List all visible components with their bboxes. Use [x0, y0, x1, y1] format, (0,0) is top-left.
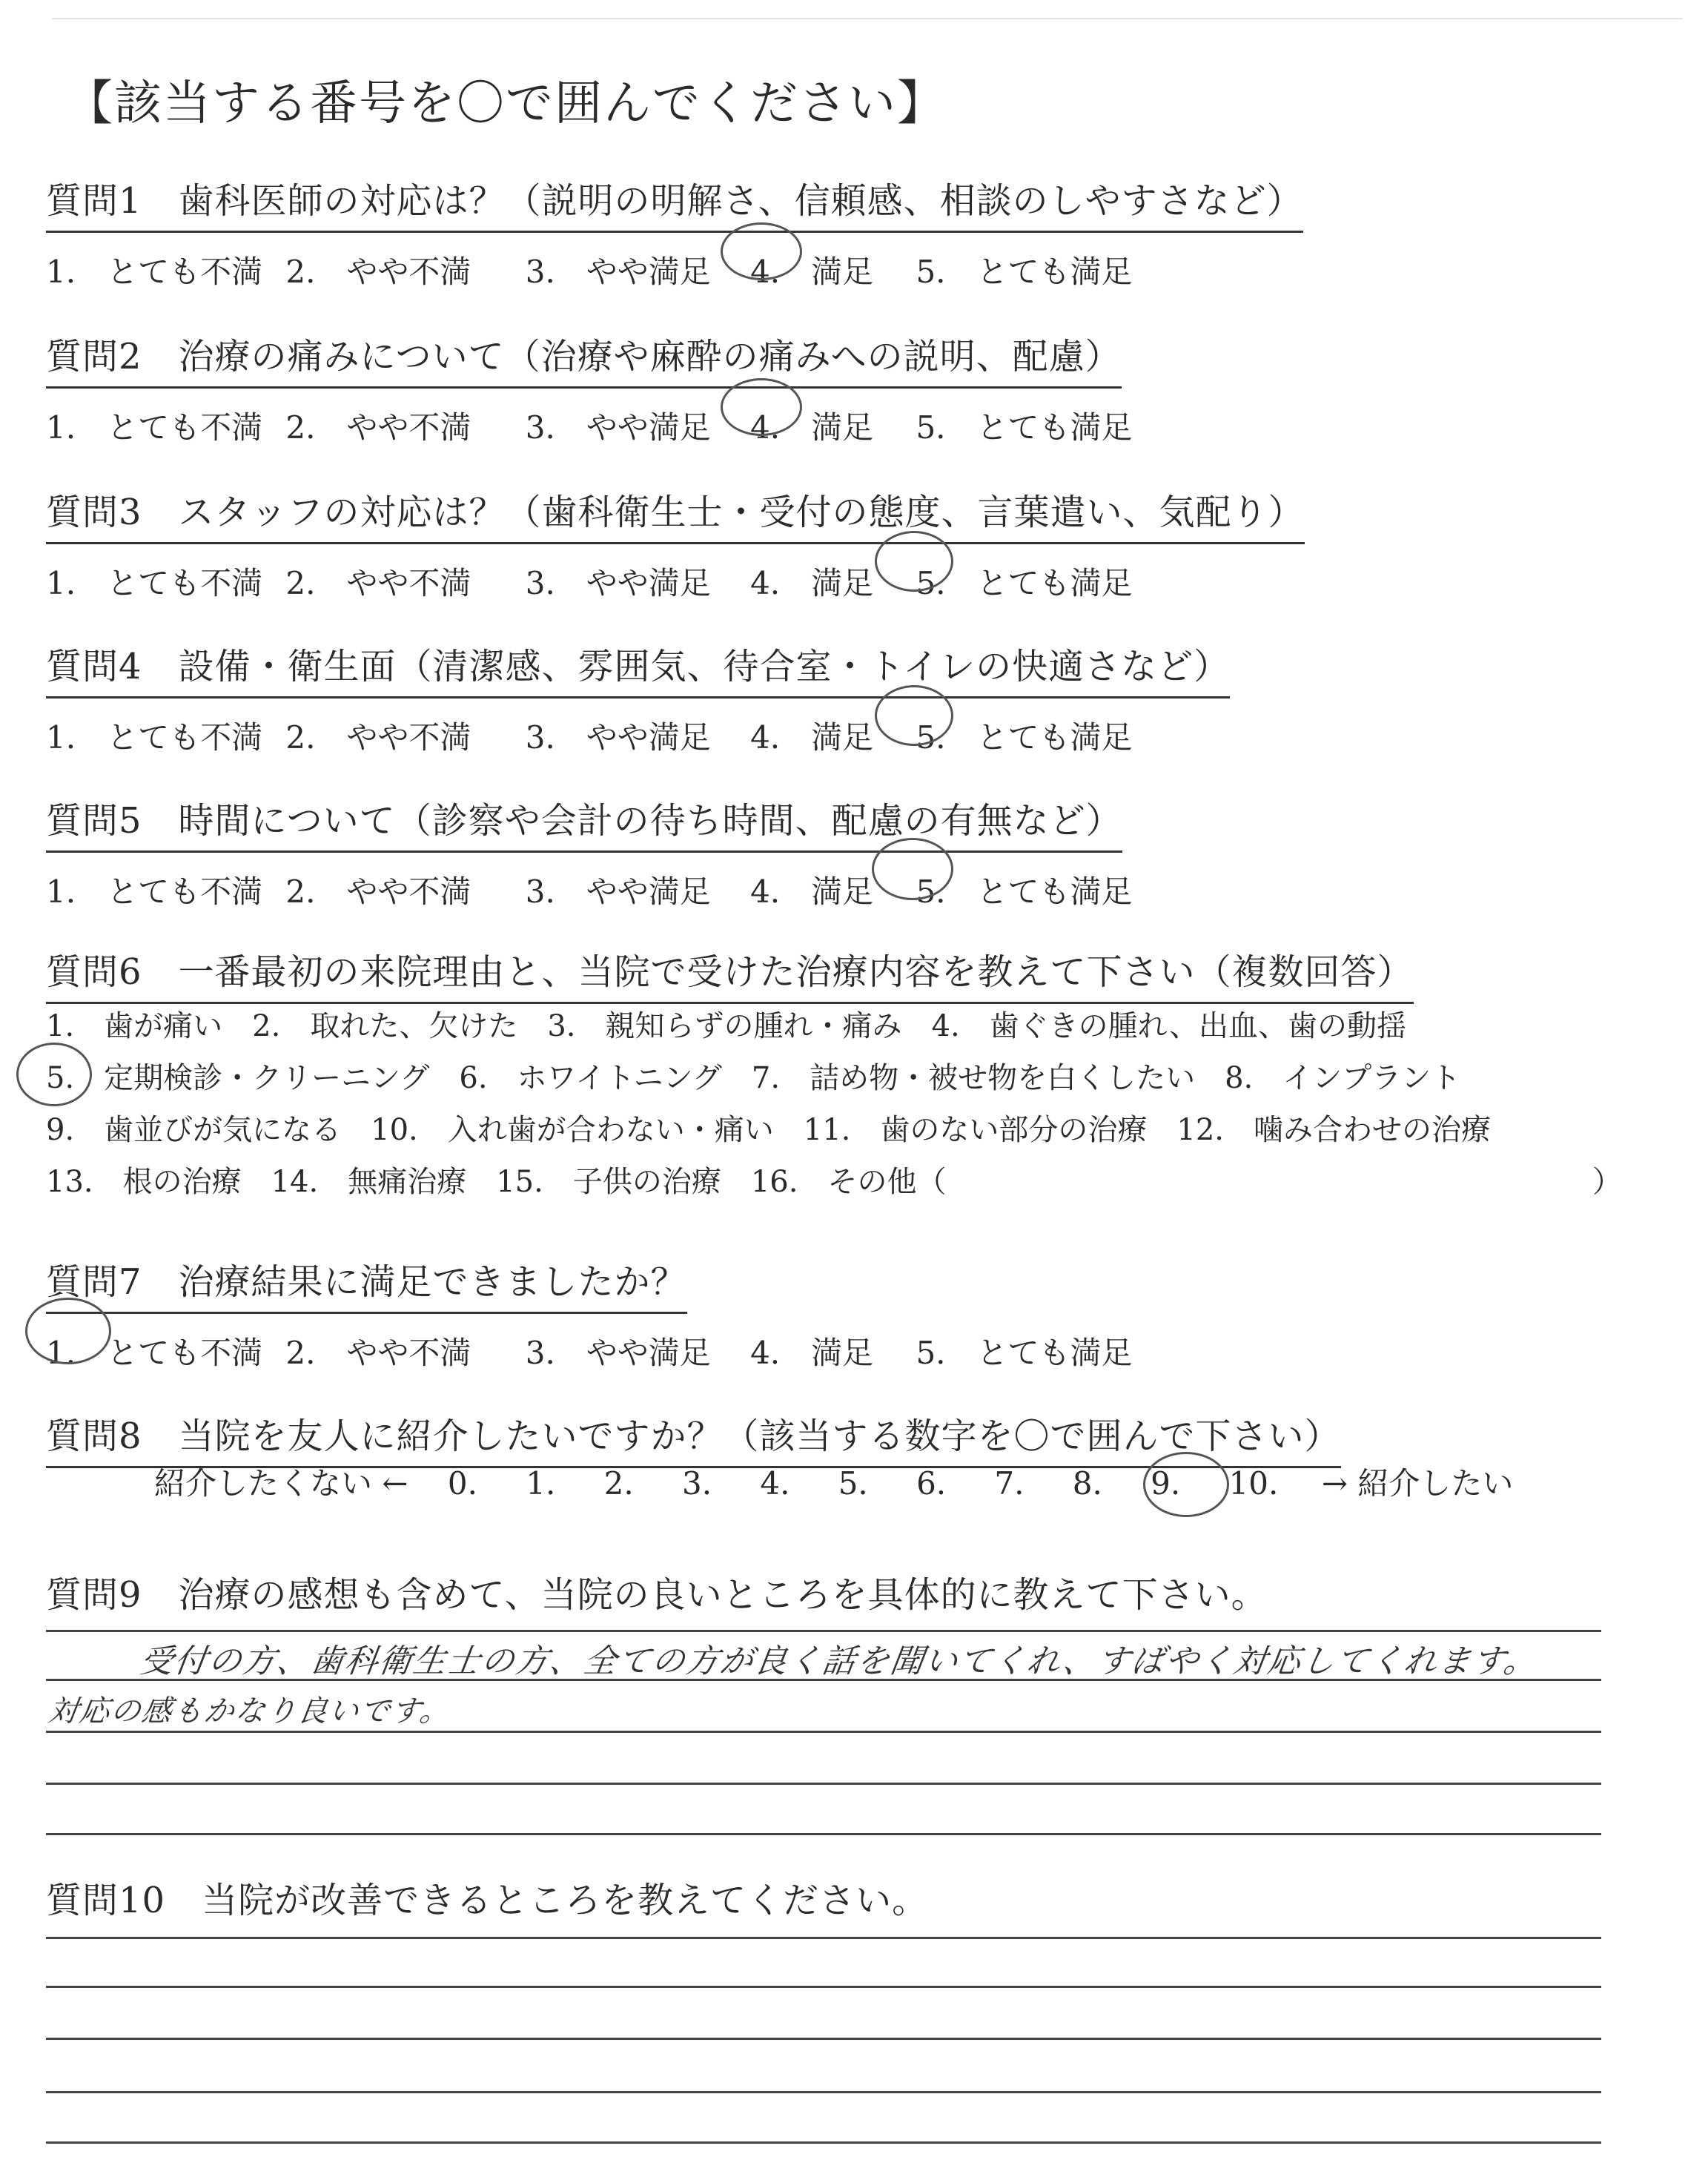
- answer-circle-q6-5: [16, 1043, 92, 1106]
- question-8-scale: [154, 1459, 1513, 1504]
- answer-circle-q3: [875, 531, 953, 592]
- question-2: [46, 328, 1133, 448]
- option-3[interactable]: 3. やや満足: [525, 254, 711, 290]
- question-3-title: 質問3 スタッフの対応は？（歯科衛生士・受付の態度、言葉遣い、気配り）: [46, 483, 1305, 544]
- option-4[interactable]: 4. 満足: [750, 254, 874, 290]
- option-4[interactable]: 4. 満足: [750, 409, 874, 446]
- question-8-title: 質問8 当院を友人に紹介したいですか？（該当する数字を〇で囲んで下さい）: [46, 1407, 1341, 1468]
- question-4-title: 質問4 設備・衛生面（清潔感、雰囲気、待合室・トイレの快適さなど）: [46, 638, 1230, 698]
- answer-line: [46, 1731, 1601, 1733]
- question-7-title: 質問7 治療結果に満足できましたか？: [46, 1253, 687, 1314]
- answer-line: [46, 1937, 1601, 1939]
- option-2[interactable]: 2. やや不満: [285, 565, 471, 601]
- question-6-row-2[interactable]: 5. 定期検診・クリーニング 6. ホワイトニング 7. 詰め物・被せ物を白くしたい 8. インプラント: [46, 1061, 1461, 1095]
- question-9: [46, 1566, 1268, 1617]
- option-3[interactable]: 3. やや満足: [525, 719, 711, 756]
- handwritten-answer-line-2: 対応の感もかなり良いです。: [46, 1694, 454, 1728]
- answer-circle-q1: [721, 222, 802, 280]
- option-5[interactable]: 5. とても満足: [916, 873, 1133, 910]
- answer-line: [46, 1833, 1601, 1835]
- scale-number-10[interactable]: 10.: [1228, 1465, 1279, 1502]
- question-2-options: [46, 403, 1133, 448]
- answer-line: [46, 1986, 1601, 1988]
- answer-circle-q7: [25, 1298, 111, 1364]
- answer-line: [46, 2141, 1601, 2144]
- answer-line: [46, 2038, 1601, 2040]
- answer-line: [46, 1630, 1601, 1632]
- handwritten-answer-line-1: 受付の方、歯科衛生士の方、全ての方が良く話を聞いてくれ、すばやく対応してくれます。: [137, 1642, 1541, 1680]
- option-5[interactable]: 5. とても満足: [916, 719, 1133, 756]
- option-5[interactable]: 5. とても満足: [916, 254, 1133, 290]
- question-3: [46, 483, 1305, 604]
- option-1[interactable]: 1. とても不満: [46, 719, 263, 756]
- question-9-title: 質問9 治療の感想も含めて、当院の良いところを具体的に教えて下さい。: [46, 1574, 1268, 1616]
- question-5-options: [46, 868, 1133, 912]
- option-1[interactable]: 1. とても不満: [46, 1335, 263, 1371]
- option-3[interactable]: 3. やや満足: [525, 873, 711, 910]
- question-6-row-4[interactable]: 13. 根の治療 14. 無痛治療 15. 子供の治療 16. その他（: [46, 1165, 947, 1199]
- option-5[interactable]: 5. とても満足: [916, 565, 1133, 601]
- question-1-title: 質問1 歯科医師の対応は？（説明の明解さ、信頼感、相談のしやすさなど）: [46, 172, 1303, 233]
- scale-number-7[interactable]: 7.: [994, 1465, 1025, 1502]
- option-3[interactable]: 3. やや満足: [525, 1335, 711, 1371]
- scale-number-2[interactable]: 2.: [603, 1465, 634, 1502]
- option-2[interactable]: 2. やや不満: [285, 719, 471, 756]
- option-4[interactable]: 4. 満足: [750, 1335, 874, 1371]
- question-7: [46, 1253, 1133, 1373]
- scale-number-8[interactable]: 8.: [1072, 1465, 1102, 1502]
- answer-circle-q8: [1143, 1452, 1229, 1517]
- option-4[interactable]: 4. 満足: [750, 719, 874, 756]
- question-10-title: 質問10 当院が改善できるところを教えてください。: [46, 1880, 929, 1921]
- answer-line: [46, 2091, 1601, 2093]
- question-1-options: [46, 248, 1303, 292]
- page-instruction: 【該当する番号を〇で囲んでください】: [65, 76, 946, 131]
- option-1[interactable]: 1. とても不満: [46, 873, 263, 910]
- option-5[interactable]: 5. とても満足: [916, 1335, 1133, 1371]
- answer-line: [46, 1783, 1601, 1785]
- option-4[interactable]: 4. 満足: [750, 565, 874, 601]
- option-4[interactable]: 4. 満足: [750, 873, 874, 910]
- question-5-title: 質問5 時間について（診察や会計の待ち時間、配慮の有無など）: [46, 792, 1122, 853]
- answer-circle-q4: [875, 685, 953, 746]
- option-2[interactable]: 2. やや不満: [285, 873, 471, 910]
- scale-number-9[interactable]: 9.: [1151, 1465, 1181, 1502]
- scale-number-1[interactable]: 1.: [526, 1465, 556, 1502]
- question-6-row-1[interactable]: 1. 歯が痛い 2. 取れた、欠けた 3. 親知らずの腫れ・痛み 4. 歯ぐきの腫れ、出血、歯の動揺: [46, 1009, 1407, 1043]
- question-10: [46, 1872, 928, 1923]
- scale-number-3[interactable]: 3.: [681, 1465, 712, 1502]
- scan-edge-line: [52, 18, 1683, 19]
- question-4-options: [46, 713, 1230, 758]
- question-1: [46, 172, 1303, 292]
- question-2-title: 質問2 治療の痛みについて（治療や麻酔の痛みへの説明、配慮）: [46, 328, 1122, 389]
- question-7-options: [46, 1329, 1133, 1373]
- question-6-title: 質問6 一番最初の来院理由と、当院で受けた治療内容を教えて下さい（複数回答）: [46, 943, 1414, 1004]
- scale-right-label: → 紹介したい: [1321, 1465, 1514, 1502]
- question-5: [46, 792, 1133, 912]
- answer-circle-q2: [721, 378, 802, 436]
- scale-number-5[interactable]: 5.: [838, 1465, 868, 1502]
- option-3[interactable]: 3. やや満足: [525, 565, 711, 601]
- scale-left-label: 紹介したくない ←: [154, 1465, 408, 1502]
- option-1[interactable]: 1. とても不満: [46, 254, 263, 290]
- option-2[interactable]: 2. やや不満: [285, 1335, 471, 1371]
- scale-number-6[interactable]: 6.: [916, 1465, 947, 1502]
- question-3-options: [46, 559, 1305, 604]
- question-6: [46, 943, 1414, 1004]
- question-4: [46, 638, 1230, 758]
- scale-number-4[interactable]: 4.: [760, 1465, 790, 1502]
- option-5[interactable]: 5. とても満足: [916, 409, 1133, 446]
- option-2[interactable]: 2. やや不満: [285, 254, 471, 290]
- option-1[interactable]: 1. とても不満: [46, 565, 263, 601]
- question-6-other-close: ）: [1592, 1165, 1622, 1199]
- option-1[interactable]: 1. とても不満: [46, 409, 263, 446]
- answer-circle-q5: [872, 838, 953, 900]
- option-2[interactable]: 2. やや不満: [285, 409, 471, 446]
- scale-number-0[interactable]: 0.: [447, 1465, 477, 1502]
- option-3[interactable]: 3. やや満足: [525, 409, 711, 446]
- question-6-row-3[interactable]: 9. 歯並びが気になる 10. 入れ歯が合わない・痛い 11. 歯のない部分の治療 12. 噛み合わせの治療: [46, 1113, 1492, 1147]
